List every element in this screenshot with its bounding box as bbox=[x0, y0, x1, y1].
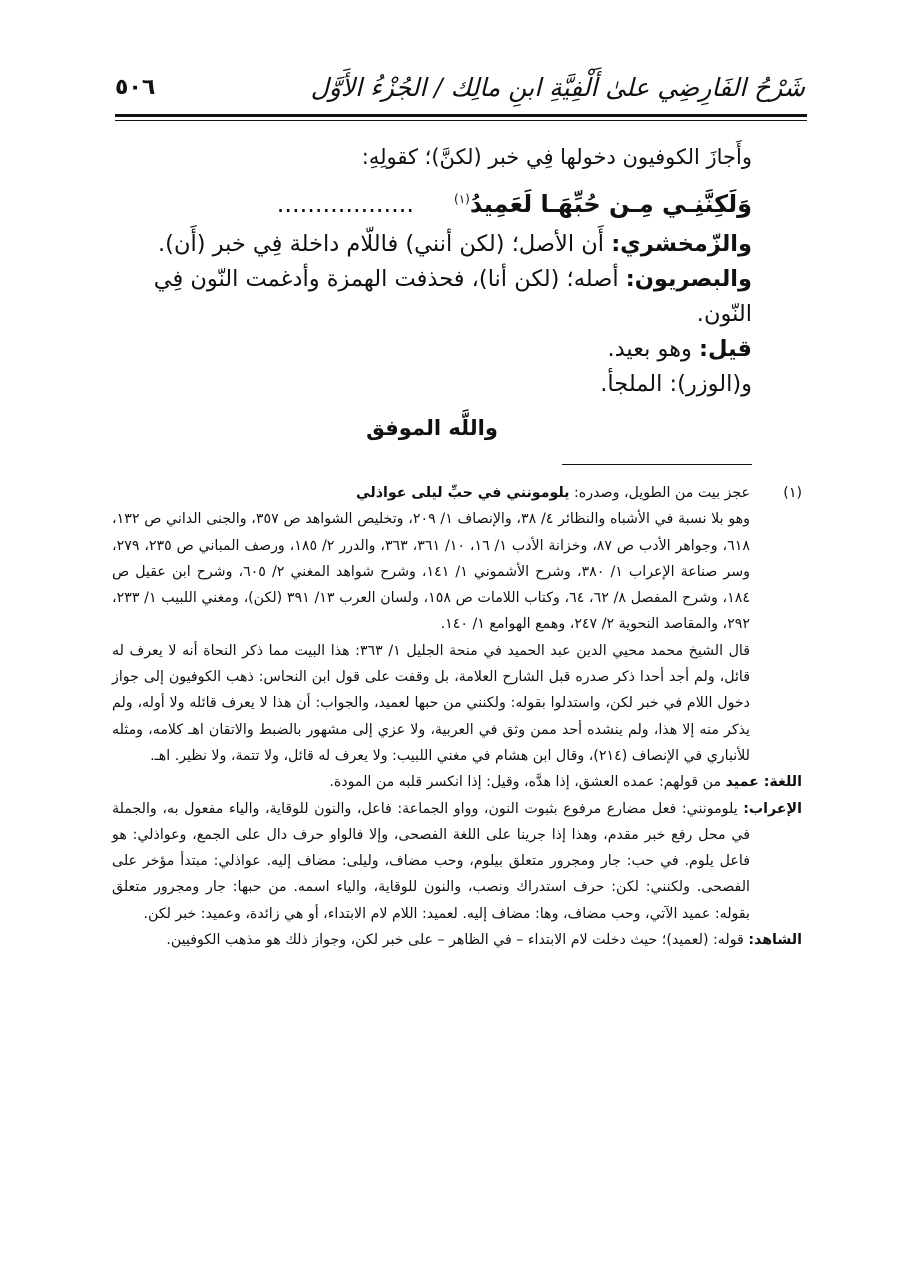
paragraph-lead: والزّمخشري: bbox=[611, 231, 752, 257]
verse-text: وَلَكِنَّنِـي مِـن حُبِّهَـا لَعَمِيدُ bbox=[469, 190, 752, 218]
footnote-lugha bbox=[112, 769, 802, 795]
footnote-irab bbox=[112, 796, 802, 927]
paragraph-lead: والبصريون: bbox=[625, 266, 752, 292]
paragraph-text: وهو بعيد. bbox=[607, 336, 699, 362]
footnote-verse-first-half: يلومونني في حبِّ ليلى عواذلي bbox=[356, 485, 570, 501]
header-rule-thick bbox=[115, 114, 807, 117]
paragraph-text: أَن الأصل؛ (لكن أنني) فاللّام داخلة فِي خبر (أَن). bbox=[158, 231, 612, 257]
main-text bbox=[112, 140, 752, 450]
footnote-section-lead: اللغة: bbox=[763, 774, 802, 791]
verse-dots: .................. bbox=[276, 190, 415, 218]
verse-line bbox=[112, 176, 752, 227]
paragraph-qil bbox=[112, 332, 752, 367]
footnote-marker[interactable]: (١) bbox=[454, 192, 470, 206]
footnote-separator bbox=[562, 464, 752, 465]
header-rule-thin bbox=[115, 120, 807, 121]
footnote-section-lead: الإعراب: bbox=[743, 800, 802, 817]
page-header bbox=[115, 68, 805, 114]
header-title: شَرْحُ الفَارِضِي علىٰ أَلْفِيَّةِ ابنِ مالِك / الجُزْءُ الأَوَّل bbox=[310, 73, 805, 102]
paragraph-basriyyun bbox=[112, 262, 752, 332]
footnote-section-text: يلومونني: فعل مضارع مرفوع بثبوت النون، وواو الجماعة: فاعل، والنون للوقاية، والياء مفعول به، والجملة في محل رفع خبر مقدم، وهذا إذا جرينا على اللغة الفصحى، وإلا فالواو حرف دال على الجمع، وعواذلي: هو فاعل يلوم. في حب: جار ومجرور متعلق بيلوم، وحب مضاف، وليلى: مضاف إليه. عواذلي: مبتدأ مؤخر على الفصحى. ولكنني: لكن: حرف استدراك ونصب، والنون للوقاية، والياء اسمه. من حبها: جار ومجرور متعلق بقوله: عميد الآتي، وحب مضاف، وها: مضاف إليه. لعميد: اللام لام الابتداء، أو هي زائدة، وعميد: خبر لكن. bbox=[112, 800, 750, 922]
footnote-section-text: قوله: (لعميد)؛ حيث دخلت لام الابتداء – في الظاهر – على خبر لكن، وجواز ذلك هو مذهب الكوفيين. bbox=[166, 932, 749, 949]
intro-line: وأَجازَ الكوفيون دخولها فِي خبر (لكنَّ)؛ كقولِهِ: bbox=[361, 145, 752, 169]
paragraph-lead: قيل: bbox=[699, 336, 752, 362]
footnote-shahid bbox=[112, 927, 802, 953]
paragraph-zamakhshari bbox=[112, 227, 752, 262]
closing-line: واللَّه الموفق bbox=[366, 416, 498, 440]
footnote-section-lead: الشاهد: bbox=[748, 932, 802, 949]
footnote-first-line bbox=[112, 480, 802, 506]
footnote-number: (١) bbox=[783, 485, 802, 501]
footnote-body bbox=[112, 480, 750, 506]
footnotes bbox=[112, 480, 802, 953]
footnote-sources: وهو بلا نسبة في الأشباه والنظائر ٤/ ٣٨، والإنصاف ١/ ٢٠٩، وتخليص الشواهد ص ٣٥٧، والجنى الداني ص ١٣٢، ٦١٨، وجواهر الأدب ص ٨٧، وخزانة الأدب ١/ ١٦، ١٠/ ٣٦١، ٣٦٣، والدرر ٢/ ١٨٥، ورصف المباني ص ٢٣٥، ٢٧٩، وسر صناعة الإعراب ١/ ٣٨٠، وشرح الأشموني ١/ ١٤١، وشرح شواهد المغني ٢/ ٦٠٥، وشرح ابن عقيل ص ١٨٤، وشرح المفصل ٨/ ٦٢، ٦٤، وكتاب اللامات ص ١٥٨، ولسان العرب ١٣/ ٣٩١ (لكن)، ومغني اللبيب ١/ ٢٣٣، ٢٩٢، والمقاصد النحوية ٢/ ٢٤٧، وهمع الهوامع ١/ ١٤٠. bbox=[112, 511, 751, 633]
page-number: ٥٠٦ bbox=[115, 75, 156, 100]
footnote-section-text: من قولهم: عمده العشق، إذا هدَّه، وقيل: إذا انكسر قلبه من المودة. bbox=[329, 774, 726, 791]
paragraph-text: أصله؛ (لكن أنا)، فحذفت الهمزة وأدغمت النّون فِي النّون. bbox=[153, 266, 752, 327]
footnote-intro: عجز بيت من الطويل، وصدره: bbox=[569, 485, 750, 501]
footnote-commentary: قال الشيخ محمد محيي الدين عبد الحميد في منحة الجليل ١/ ٣٦٣: هذا البيت مما ذكر النحاة أنه لا يعرف له قائل، ولم أجد أحدا ذكر صدره قبل الشارح العلامة، بل وقفت على قول ابن النحاس: ذهب الكوفيون إلى جواز دخول اللام في خبر لكن، واستدلوا بقوله: ولكنني من حبها لعميد، والجواب: أن هذا لا يعرف قائله ولا أوله، ولم يذكر منه إلا هذا، ولم ينشده أحد ممن وثق في العربية، ولا عزي إلى مشهور بالضبط والاتقان اهـ كلامه، ومثله للأنباري في الإنصاف (٢١٤)، وقال ابن هشام في مغني اللبيب: ولا يعرف له قائل، ولا تتمة، ولا نظير. اهـ. bbox=[112, 642, 751, 764]
paragraph-wazar: و(الوزر): الملجأ. bbox=[600, 371, 752, 397]
footnote-keyword: عميد bbox=[725, 774, 764, 791]
